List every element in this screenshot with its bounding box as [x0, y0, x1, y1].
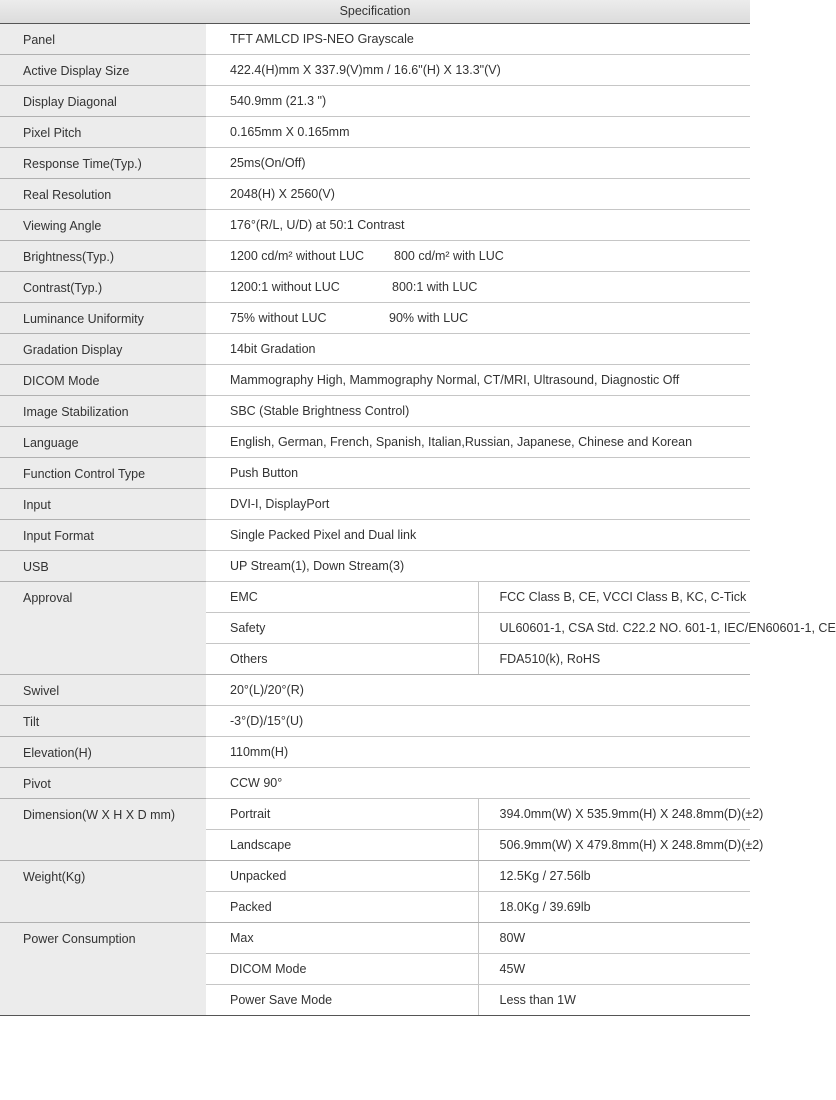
spec-label: USB	[0, 551, 206, 582]
spec-label: Active Display Size	[0, 55, 206, 86]
spec-value: 0.165mm X 0.165mm	[206, 117, 750, 148]
spec-row-image-stabilization	[0, 396, 750, 427]
spec-label: Brightness(Typ.)	[0, 241, 206, 272]
spec-row-gradation-display	[0, 334, 750, 365]
spec-value: 394.0mm(W) X 535.9mm(H) X 248.8mm(D)(±2)	[478, 799, 750, 830]
spec-label: Input Format	[0, 520, 206, 551]
spec-label: Function Control Type	[0, 458, 206, 489]
spec-value: 45W	[478, 954, 750, 985]
spec-label: Power Consumption	[0, 923, 206, 1016]
spec-label: Image Stabilization	[0, 396, 206, 427]
spec-sublabel: Portrait	[206, 799, 478, 830]
spec-label: Language	[0, 427, 206, 458]
spec-sublabel: DICOM Mode	[206, 954, 478, 985]
spec-label: Panel	[0, 24, 206, 55]
spec-row-function-control-type	[0, 458, 750, 489]
spec-row-real-resolution	[0, 179, 750, 210]
spec-row-active-display-size	[0, 55, 750, 86]
spec-table	[0, 24, 836, 1016]
spec-value: 540.9mm (21.3 ")	[206, 86, 750, 117]
spec-sublabel: Others	[206, 644, 478, 675]
spec-row-usb	[0, 551, 750, 582]
spec-value: UL60601-1, CSA Std. C22.2 NO. 601-1, IEC/EN60601-1, CE	[478, 613, 750, 644]
spec-sublabel: EMC	[206, 582, 478, 613]
spec-value: 506.9mm(W) X 479.8mm(H) X 248.8mm(D)(±2)	[478, 830, 750, 861]
spec-row-luminance-uniformity	[0, 303, 750, 334]
spec-table-header: Specification	[0, 0, 750, 24]
spec-value-secondary: 800:1 with LUC	[392, 280, 478, 294]
spec-value: -3°(D)/15°(U)	[206, 706, 750, 737]
spec-value-primary: 75% without LUC	[230, 311, 327, 325]
spec-value: 14bit Gradation	[206, 334, 750, 365]
spec-label: Weight(Kg)	[0, 861, 206, 923]
spec-value	[206, 241, 750, 272]
spec-label: Tilt	[0, 706, 206, 737]
spec-value: CCW 90°	[206, 768, 750, 799]
spec-value: Push Button	[206, 458, 750, 489]
spec-value: 176°(R/L, U/D) at 50:1 Contrast	[206, 210, 750, 241]
spec-value: 12.5Kg / 27.56lb	[478, 861, 750, 892]
spec-sublabel: Safety	[206, 613, 478, 644]
spec-label: DICOM Mode	[0, 365, 206, 396]
spec-value-secondary: 90% with LUC	[389, 311, 469, 325]
spec-value-primary: 1200 cd/m² without LUC	[230, 249, 365, 263]
spec-label: Approval	[0, 582, 206, 675]
spec-label: Input	[0, 489, 206, 520]
spec-row-pixel-pitch	[0, 117, 750, 148]
spec-value: 25ms(On/Off)	[206, 148, 750, 179]
spec-value: FDA510(k), RoHS	[478, 644, 750, 675]
spec-value: 20°(L)/20°(R)	[206, 675, 750, 706]
spec-value: SBC (Stable Brightness Control)	[206, 396, 750, 427]
spec-row-elevation	[0, 737, 750, 768]
spec-row-weight-unpacked	[0, 861, 750, 892]
spec-value: DVI-I, DisplayPort	[206, 489, 750, 520]
spec-row-brightness	[0, 241, 750, 272]
spec-row-viewing-angle	[0, 210, 750, 241]
spec-label: Contrast(Typ.)	[0, 272, 206, 303]
spec-label: Elevation(H)	[0, 737, 206, 768]
spec-row-pivot	[0, 768, 750, 799]
spec-value: 422.4(H)mm X 337.9(V)mm / 16.6"(H) X 13.3"(V)	[206, 55, 750, 86]
spec-row-language	[0, 427, 750, 458]
spec-value: FCC Class B, CE, VCCI Class B, KC, C-Tick	[478, 582, 750, 613]
spec-sublabel: Max	[206, 923, 478, 954]
spec-row-dicom-mode	[0, 365, 750, 396]
spec-label: Gradation Display	[0, 334, 206, 365]
spec-row-dimension-portrait	[0, 799, 750, 830]
spec-row-contrast	[0, 272, 750, 303]
spec-value: 2048(H) X 2560(V)	[206, 179, 750, 210]
spec-row-response-time	[0, 148, 750, 179]
spec-row-input	[0, 489, 750, 520]
spec-label: Viewing Angle	[0, 210, 206, 241]
spec-row-input-format	[0, 520, 750, 551]
spec-label: Real Resolution	[0, 179, 206, 210]
spec-value: 110mm(H)	[206, 737, 750, 768]
spec-label: Luminance Uniformity	[0, 303, 206, 334]
spec-value: Mammography High, Mammography Normal, CT/MRI, Ultrasound, Diagnostic Off	[206, 365, 750, 396]
spec-value: UP Stream(1), Down Stream(3)	[206, 551, 750, 582]
spec-row-swivel	[0, 675, 750, 706]
spec-row-display-diagonal	[0, 86, 750, 117]
spec-label: Display Diagonal	[0, 86, 206, 117]
spec-value: 80W	[478, 923, 750, 954]
spec-label: Response Time(Typ.)	[0, 148, 206, 179]
spec-label: Pixel Pitch	[0, 117, 206, 148]
spec-sublabel: Unpacked	[206, 861, 478, 892]
spec-value: 18.0Kg / 39.69lb	[478, 892, 750, 923]
spec-value	[206, 272, 750, 303]
spec-label: Pivot	[0, 768, 206, 799]
spec-value: English, German, French, Spanish, Italian,Russian, Japanese, Chinese and Korean	[206, 427, 750, 458]
spec-row-power-max	[0, 923, 750, 954]
spec-row-tilt	[0, 706, 750, 737]
spec-value: TFT AMLCD IPS-NEO Grayscale	[206, 24, 750, 55]
spec-value	[206, 303, 750, 334]
spec-sublabel: Packed	[206, 892, 478, 923]
spec-row-approval-emc	[0, 582, 750, 613]
spec-value: Single Packed Pixel and Dual link	[206, 520, 750, 551]
spec-label: Swivel	[0, 675, 206, 706]
spec-row-panel	[0, 24, 750, 55]
spec-value-primary: 1200:1 without LUC	[230, 280, 340, 294]
spec-sublabel: Landscape	[206, 830, 478, 861]
spec-label: Dimension(W X H X D mm)	[0, 799, 206, 861]
spec-value: Less than 1W	[478, 985, 750, 1016]
spec-sublabel: Power Save Mode	[206, 985, 478, 1016]
spec-value-secondary: 800 cd/m² with LUC	[394, 249, 504, 263]
